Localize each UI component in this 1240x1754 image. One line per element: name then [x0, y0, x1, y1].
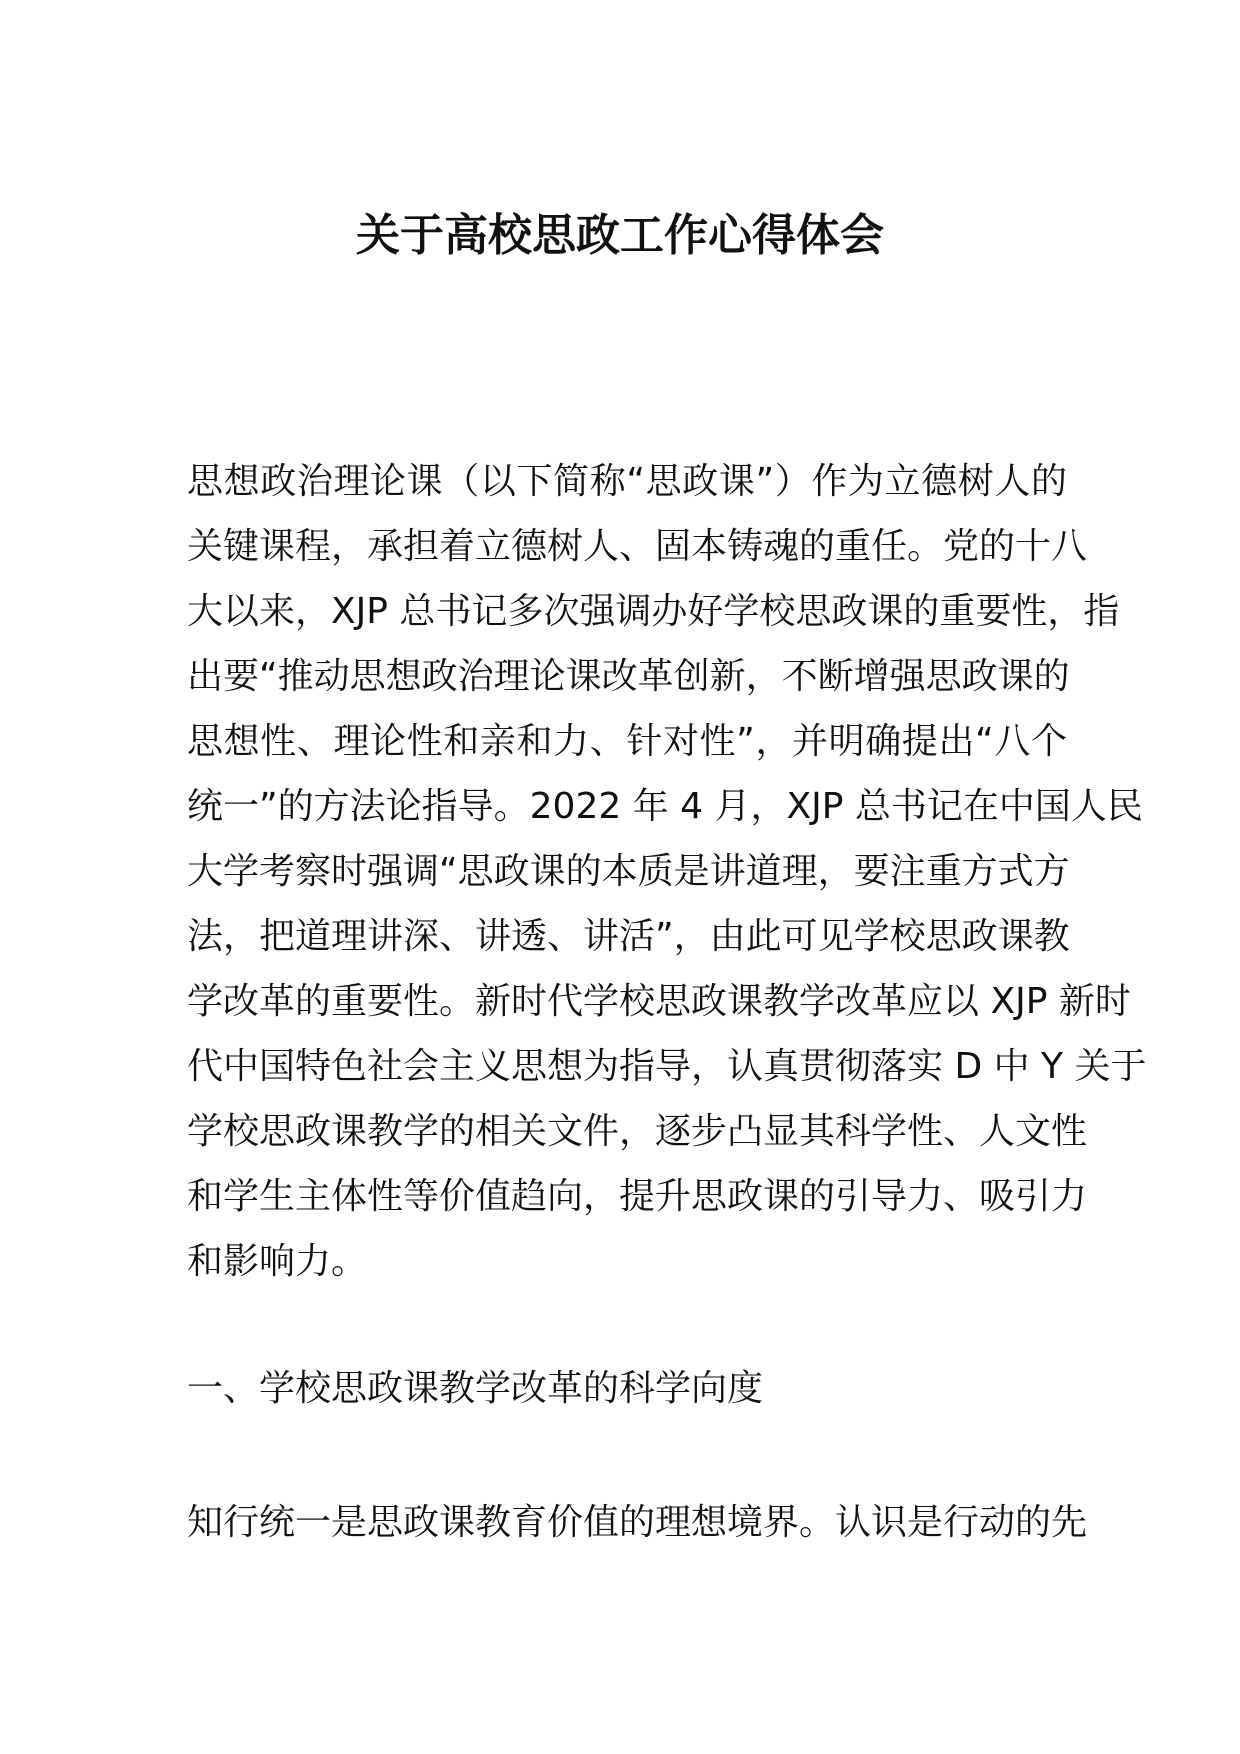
paragraph-line: 大学考察时强调“思政课的本质是讲道理，要注重方式方 — [187, 851, 1070, 892]
paragraph-line: 思想性、理论性和亲和力、针对性”，并明确提出“八个 — [187, 721, 1067, 762]
paragraph-line: 学校思政课教学的相关文件，逐步凸显其科学性、人文性 — [187, 1111, 1088, 1152]
paragraph-line: 出要“推动思想政治理论课改革创新，不断增强思政课的 — [187, 656, 1070, 697]
paragraph-line: 和影响力。 — [187, 1241, 368, 1282]
paragraph-line: 和学生主体性等价值趋向，提升思政课的引导力、吸引力 — [187, 1176, 1088, 1217]
paragraph-line: 代中国特色社会主义思想为指导，认真贯彻落实 D 中 Y 关于 — [187, 1046, 1147, 1087]
paragraph-line: 知行统一是思政课教育价值的理想境界。认识是行动的先 — [187, 1502, 1088, 1543]
paragraph-line: 法，把道理讲深、讲透、讲活”，由此可见学校思政课教 — [187, 916, 1070, 957]
body-paragraph — [187, 1490, 1088, 1555]
document-title: 关于高校思政工作心得体会 — [356, 210, 884, 261]
paragraph-line: 关键课程，承担着立德树人、固本铸魂的重任。党的十八 — [187, 526, 1088, 567]
paragraph-line: 思想政治理论课（以下简称“思政课”）作为立德树人的 — [187, 461, 1067, 502]
paragraph-line: 统一”的方法论指导。2022 年 4 月，XJP 总书记在中国人民 — [187, 786, 1143, 827]
section-heading: 一、学校思政课教学改革的科学向度 — [187, 1368, 764, 1409]
intro-paragraph — [187, 449, 1147, 1294]
paragraph-line: 大以来，XJP 总书记多次强调办好学校思政课的重要性，指 — [187, 591, 1120, 632]
paragraph-line: 学改革的重要性。新时代学校思政课教学改革应以 XJP 新时 — [187, 981, 1131, 1022]
